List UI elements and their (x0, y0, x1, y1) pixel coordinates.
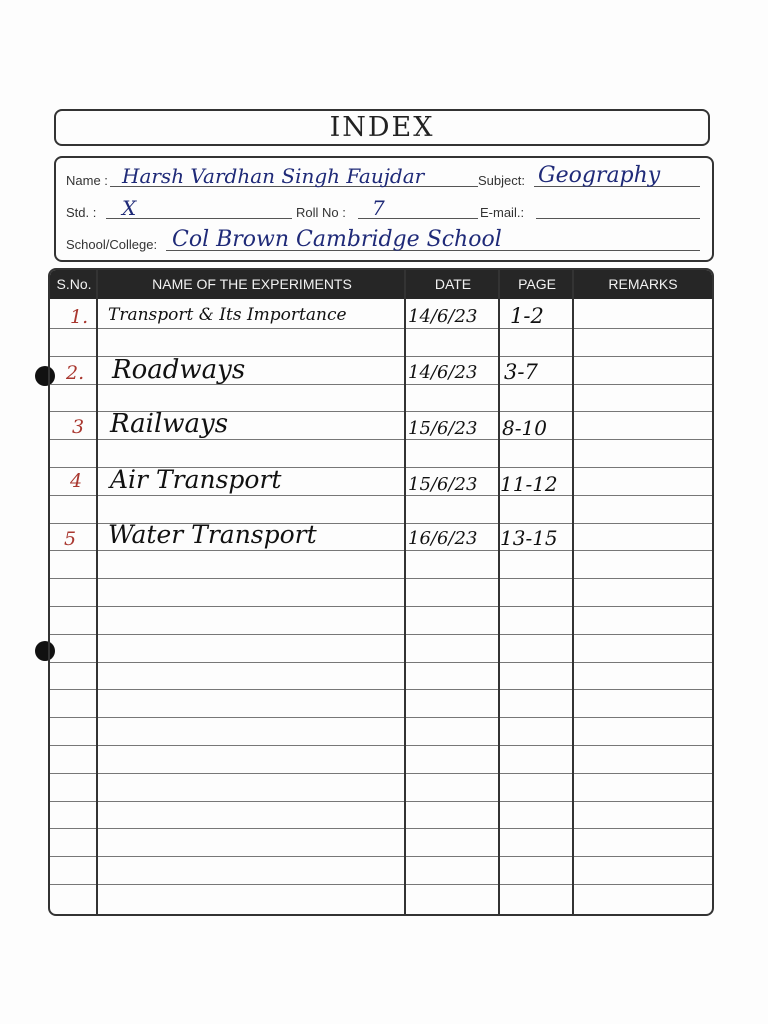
row-page: 11-12 (500, 472, 558, 496)
name-label: Name : (66, 173, 108, 188)
info-row-std (66, 194, 698, 224)
row-page: 1-2 (510, 304, 544, 328)
ruled-line (50, 578, 712, 579)
ruled-line (50, 662, 712, 663)
info-row-school (66, 226, 698, 256)
ruled-line (50, 495, 712, 496)
column-divider (404, 270, 406, 914)
ruled-line (50, 689, 712, 690)
ruled-line (50, 550, 712, 551)
row-name: Water Transport (108, 520, 317, 549)
column-divider (498, 270, 500, 914)
ruled-line (50, 717, 712, 718)
row-date: 15/6/23 (408, 474, 478, 495)
student-info-box (54, 156, 714, 262)
email-label: E-mail.: (480, 205, 525, 220)
header-name: NAME OF THE EXPERIMENTS (152, 276, 352, 292)
ruled-line (50, 328, 712, 329)
row-sno: 2. (66, 362, 85, 384)
index-table (48, 268, 714, 916)
row-sno: 4 (70, 470, 83, 492)
ruled-line (50, 828, 712, 829)
header-date: DATE (434, 276, 472, 292)
subject-label: Subject: (478, 173, 525, 188)
row-date: 15/6/23 (408, 418, 478, 439)
row-name: Air Transport (110, 465, 282, 494)
school-label: School/College: (66, 237, 158, 252)
subject-value: Geography (538, 163, 661, 188)
row-page: 3-7 (504, 360, 538, 384)
row-sno: 3 (72, 416, 85, 438)
row-sno: 1. (70, 306, 89, 328)
ruled-line (50, 606, 712, 607)
row-page: 8-10 (502, 416, 547, 440)
header-sno: S.No. (56, 276, 92, 292)
row-date: 14/6/23 (408, 306, 478, 327)
row-name: Railways (110, 409, 229, 439)
column-divider (96, 270, 98, 914)
column-divider (572, 270, 574, 914)
std-label: Std. : (66, 205, 97, 220)
name-value: Harsh Vardhan Singh Faujdar (122, 164, 425, 188)
ruled-line (50, 745, 712, 746)
std-value: X (122, 196, 137, 220)
ruled-line (50, 773, 712, 774)
roll-label: Roll No : (296, 205, 346, 220)
school-value: Col Brown Cambridge School (172, 227, 502, 252)
row-sno: 5 (64, 528, 77, 550)
ruled-line (50, 801, 712, 802)
page-title: INDEX (329, 112, 435, 143)
table-header (50, 270, 712, 299)
header-page: PAGE (518, 276, 556, 292)
ruled-line (50, 634, 712, 635)
ruled-line (50, 884, 712, 885)
ruled-line (50, 439, 712, 440)
index-title-box (54, 109, 710, 146)
roll-value: 7 (372, 196, 385, 220)
header-remarks: REMARKS (608, 276, 678, 292)
ruled-line (50, 856, 712, 857)
row-date: 16/6/23 (408, 528, 478, 549)
row-name: Roadways (112, 355, 246, 385)
info-row-name (66, 162, 698, 192)
row-page: 13-15 (500, 526, 558, 550)
row-name: Transport & Its Importance (108, 305, 347, 325)
row-date: 14/6/23 (408, 362, 478, 383)
